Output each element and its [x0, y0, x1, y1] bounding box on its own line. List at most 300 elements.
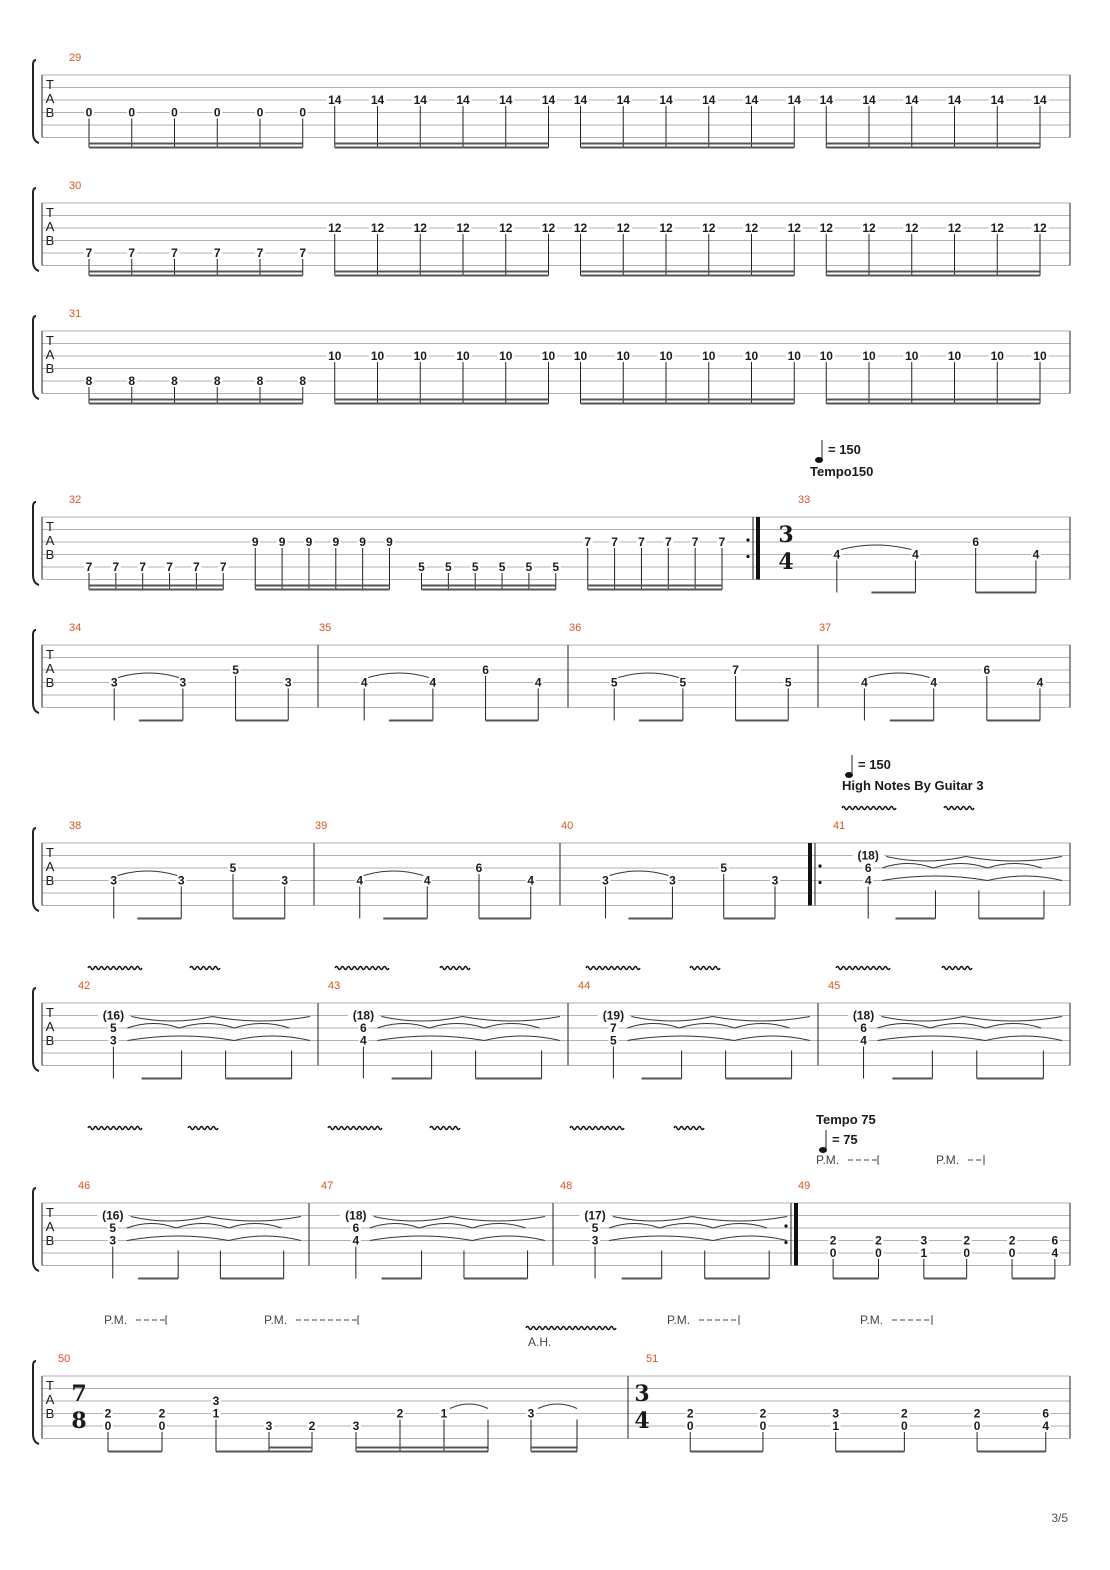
beam — [356, 1451, 488, 1453]
vibrato-mark — [674, 1127, 704, 1130]
fret-number: 7 — [638, 535, 645, 549]
beam — [892, 1078, 932, 1080]
fret-number: 9 — [359, 535, 366, 549]
fret-number: 3 — [212, 1394, 220, 1408]
fret-number: 2 — [308, 1419, 316, 1433]
fret-number: 10 — [990, 349, 1004, 363]
system-bracket — [33, 630, 39, 713]
fret-number: 7 — [691, 535, 699, 549]
fret-number: 4 — [534, 675, 542, 690]
fret-number: 3 — [832, 1406, 840, 1421]
tie — [609, 1236, 713, 1241]
fret-number: 1 — [920, 1246, 928, 1260]
fret-number: 10 — [702, 349, 716, 363]
tab-clef-letter: T — [46, 1205, 54, 1220]
tie — [713, 1224, 767, 1229]
tab-clef-letter: A — [45, 859, 55, 874]
fret-number: 0 — [901, 1419, 908, 1433]
beam — [531, 1451, 577, 1453]
fret-number: 14 — [787, 93, 801, 107]
tab-clef-letter: T — [46, 845, 54, 860]
tie — [886, 857, 966, 862]
palm-mute: P.M. — [104, 1313, 128, 1327]
fret-number: 3 — [177, 873, 185, 888]
fret-number: 4 — [912, 547, 919, 562]
vibrato-mark — [944, 807, 974, 810]
fret-number: 3 — [179, 675, 187, 690]
beam — [142, 1078, 182, 1080]
repeat-dot — [784, 1224, 787, 1227]
fret-number: 0 — [829, 1246, 837, 1260]
vibrato-mark — [430, 1127, 460, 1130]
beam — [979, 918, 1044, 920]
repeat-dot — [818, 864, 821, 867]
beam — [479, 918, 531, 920]
fret-number: 8 — [299, 374, 307, 388]
fret-number: 8 — [128, 374, 136, 388]
beam — [269, 1447, 312, 1449]
measure-number: 47 — [321, 1180, 334, 1192]
beam — [220, 1278, 283, 1280]
tie — [868, 673, 929, 678]
fret-number: 14 — [659, 93, 673, 107]
fret-number: 5 — [471, 560, 479, 574]
fret-number: 14 — [541, 93, 556, 107]
fret-number: 0 — [875, 1246, 882, 1260]
harmonic-fret: (18) — [352, 1008, 375, 1023]
fret-number: 6 — [360, 1021, 367, 1035]
vibrato-mark — [335, 967, 389, 970]
beam — [138, 1278, 178, 1280]
fret-number: 12 — [370, 221, 385, 235]
beam — [622, 1278, 662, 1280]
tab-clef-letter: A — [45, 219, 55, 234]
fret-number: 9 — [305, 535, 313, 549]
fret-number: 6 — [352, 1221, 360, 1235]
fret-number: 4 — [1051, 1246, 1059, 1260]
fret-number: 4 — [861, 675, 868, 690]
tie — [374, 1217, 451, 1222]
beam — [255, 589, 389, 591]
fret-number: 7 — [611, 535, 618, 549]
harmonic-fret: (17) — [584, 1208, 606, 1223]
fret-number: 10 — [659, 349, 673, 363]
fret-number: 14 — [328, 93, 342, 107]
beam — [1012, 1278, 1055, 1280]
tie — [627, 1024, 679, 1029]
harmonic-fret: (16) — [102, 1008, 125, 1023]
fret-number: 14 — [413, 93, 427, 107]
fret-number: 5 — [109, 1221, 117, 1235]
system-bracket — [33, 1361, 39, 1444]
measure-number: 44 — [578, 980, 591, 992]
tie — [841, 545, 912, 550]
fret-number: 0 — [104, 1419, 112, 1433]
fret-number: 14 — [905, 93, 919, 107]
time-signature-top: 3 — [634, 1381, 650, 1407]
vibrato-mark — [88, 967, 142, 970]
fret-number: 0 — [759, 1419, 767, 1433]
fret-number: 7 — [112, 560, 120, 574]
fret-number: 2 — [686, 1406, 694, 1421]
tempo-label: Tempo 75 — [816, 1112, 876, 1127]
harmonic-fret: (18) — [852, 1008, 875, 1023]
tempo-marking: = 75 — [832, 1132, 858, 1147]
beam — [581, 143, 795, 145]
tie — [234, 1024, 289, 1029]
tie — [131, 1217, 208, 1222]
system-bracket — [33, 828, 39, 911]
tie — [370, 1224, 420, 1229]
measure-number: 39 — [315, 820, 328, 832]
beam — [464, 1278, 528, 1280]
tie — [176, 1224, 229, 1229]
tie — [212, 1017, 310, 1022]
fret-number: 10 — [819, 349, 833, 363]
system-bracket — [33, 316, 39, 399]
beam — [382, 1278, 422, 1280]
beam — [108, 1451, 162, 1453]
tie — [229, 1224, 282, 1229]
fret-number: 14 — [370, 93, 385, 107]
fret-number: 7 — [139, 560, 147, 574]
tie — [986, 1036, 1062, 1041]
fret-number: 3 — [110, 675, 118, 690]
fret-number: 5 — [552, 560, 560, 574]
fret-number: 7 — [256, 246, 264, 260]
beam — [826, 271, 1040, 273]
vibrato-mark — [440, 967, 470, 970]
fret-number: 3 — [920, 1233, 928, 1248]
fret-number: 4 — [360, 675, 368, 690]
measure-number: 35 — [319, 622, 332, 634]
fret-number: 10 — [616, 349, 630, 363]
harmonic-fret: (18) — [857, 848, 879, 863]
fret-number: 14 — [990, 93, 1004, 107]
tie — [429, 1024, 484, 1029]
beam — [389, 720, 433, 722]
beam — [335, 399, 549, 401]
fret-number: 10 — [947, 349, 962, 363]
fret-number: 9 — [278, 535, 286, 549]
beam — [137, 918, 181, 920]
beam — [977, 1078, 1044, 1080]
fret-number: 3 — [265, 1419, 273, 1433]
tie — [377, 1024, 429, 1029]
fret-number: 2 — [875, 1233, 882, 1248]
vibrato-mark — [190, 967, 220, 970]
tie — [472, 1224, 525, 1229]
fret-number: 5 — [720, 861, 728, 875]
tie — [118, 871, 178, 876]
vibrato-mark — [570, 1127, 624, 1130]
tie — [419, 1224, 472, 1229]
fret-number: 5 — [610, 675, 618, 690]
fret-number: 9 — [251, 535, 259, 549]
tie — [609, 1224, 660, 1229]
tab-clef-letter: B — [45, 1406, 55, 1421]
fret-number: 5 — [498, 560, 506, 574]
time-signature-top: 7 — [71, 1381, 87, 1407]
vibrato-mark — [842, 807, 896, 810]
beam — [826, 147, 1040, 149]
fret-number: 10 — [1033, 349, 1047, 363]
system-bracket — [33, 988, 39, 1071]
fret-number: 8 — [171, 374, 178, 388]
vibrato-mark — [188, 1127, 218, 1130]
tie — [692, 1217, 787, 1222]
vibrato-mark — [690, 967, 720, 970]
beam — [356, 1447, 488, 1449]
fret-number: 0 — [1008, 1246, 1016, 1260]
tie — [878, 1024, 931, 1029]
fret-number: 8 — [85, 374, 93, 388]
tab-clef-letter: A — [45, 661, 55, 676]
tie — [988, 876, 1062, 881]
tie — [208, 1217, 301, 1222]
fret-number: 9 — [332, 535, 340, 549]
fret-number: 3 — [110, 873, 118, 888]
beam — [705, 1278, 770, 1280]
fret-number: 7 — [718, 535, 726, 549]
beam — [422, 589, 556, 591]
fret-number: 4 — [352, 1233, 360, 1248]
tab-clef-letter: T — [46, 1005, 54, 1020]
fret-number: 7 — [166, 560, 173, 574]
fret-number: 2 — [829, 1233, 837, 1248]
system-bracket — [33, 60, 39, 143]
tie — [179, 1024, 234, 1029]
tab-clef-letter: T — [46, 333, 54, 348]
tie — [988, 864, 1042, 869]
time-signature-bottom: 4 — [634, 1408, 650, 1434]
measure-number: 41 — [833, 820, 846, 832]
fret-number: 10 — [744, 349, 759, 363]
fret-number: 5 — [110, 1021, 117, 1035]
measure-number: 49 — [798, 1180, 811, 1192]
time-signature-bottom: 4 — [778, 549, 794, 575]
vibrato-mark — [526, 1327, 616, 1330]
vibrato-mark — [942, 967, 972, 970]
measure-number: 31 — [69, 308, 82, 320]
fret-number: 7 — [610, 1021, 617, 1035]
fret-number: 3 — [771, 873, 779, 888]
fret-number: 2 — [396, 1406, 404, 1421]
beam — [335, 143, 549, 145]
beam — [531, 1447, 577, 1449]
fret-number: 12 — [819, 221, 833, 235]
tab-clef-letter: A — [45, 347, 55, 362]
fret-number: 7 — [732, 663, 739, 677]
tab-clef-letter: B — [45, 1233, 55, 1248]
tie — [882, 864, 933, 869]
tie — [618, 673, 679, 678]
beam — [89, 589, 223, 591]
repeat-dot — [746, 555, 749, 558]
fret-number: 12 — [862, 221, 876, 235]
measure-number: 42 — [78, 980, 91, 992]
tie — [734, 1024, 789, 1029]
tie — [377, 1036, 484, 1041]
system-bracket — [33, 188, 39, 271]
beam — [826, 403, 1040, 405]
fret-number: 6 — [475, 861, 483, 875]
palm-mute: P.M. — [816, 1153, 840, 1167]
beam — [581, 399, 795, 401]
fret-number: 4 — [360, 1033, 367, 1048]
measure-number: 34 — [69, 622, 82, 634]
tie — [127, 1236, 229, 1241]
fret-number: 0 — [963, 1246, 971, 1260]
tab-clef-letter: B — [45, 105, 55, 120]
beam — [89, 399, 303, 401]
fret-number: 12 — [1033, 221, 1047, 235]
time-signature-top: 3 — [778, 522, 794, 548]
tab-clef-letter: A — [45, 91, 55, 106]
beam — [826, 143, 1040, 145]
tab-clef-letter: A — [45, 533, 55, 548]
beam — [581, 271, 795, 273]
tie — [613, 1217, 692, 1222]
beam — [236, 720, 289, 722]
fret-number: 7 — [193, 560, 200, 574]
beam — [581, 403, 795, 405]
measure-number: 46 — [78, 1180, 91, 1192]
fret-number: 0 — [213, 105, 221, 120]
tie — [484, 1024, 539, 1029]
beam — [216, 1451, 312, 1453]
fret-number: 7 — [664, 535, 672, 549]
fret-number: 6 — [972, 535, 980, 549]
fret-number: 12 — [456, 221, 470, 235]
beam — [890, 720, 934, 722]
beam — [977, 1451, 1046, 1453]
beam — [335, 403, 549, 405]
beam — [588, 585, 722, 587]
fret-number: 10 — [413, 349, 427, 363]
fret-number: 3 — [591, 1233, 599, 1248]
tie — [734, 1036, 810, 1041]
beam — [89, 275, 303, 277]
fret-number: 4 — [1032, 547, 1040, 562]
fret-number: 4 — [423, 873, 431, 888]
tie — [451, 1217, 545, 1222]
beam — [486, 720, 539, 722]
tie — [118, 673, 179, 678]
fret-number: 2 — [104, 1406, 112, 1421]
system-bracket — [33, 502, 39, 585]
fret-number: 5 — [232, 663, 239, 677]
vibrato-mark — [328, 1127, 382, 1130]
fret-number: 14 — [947, 93, 962, 107]
fret-number: 8 — [256, 374, 264, 388]
fret-number: 8 — [213, 374, 221, 388]
fret-number: 3 — [109, 1233, 117, 1248]
tie — [234, 1036, 310, 1041]
tie — [627, 1036, 734, 1041]
fret-number: 2 — [973, 1406, 981, 1421]
fret-number: 7 — [213, 246, 221, 260]
fret-number: 7 — [219, 560, 227, 574]
tab-clef-letter: A — [45, 1219, 55, 1234]
tempo-marking: = 150 — [828, 442, 861, 457]
fret-number: 10 — [499, 349, 513, 363]
measure-number: 40 — [561, 820, 574, 832]
beam — [726, 1078, 792, 1080]
measure-number: 32 — [69, 494, 82, 506]
fret-number: 4 — [1036, 675, 1044, 690]
tie — [131, 1017, 212, 1022]
fret-number: 4 — [527, 873, 535, 888]
fret-number: 10 — [541, 349, 556, 363]
fret-number: 6 — [482, 663, 489, 677]
tie — [610, 871, 669, 876]
fret-number: 14 — [819, 93, 833, 107]
beam — [736, 720, 789, 722]
fret-number: 2 — [158, 1406, 166, 1421]
tie — [882, 876, 987, 881]
measure-number: 50 — [58, 1353, 71, 1365]
fret-number: 14 — [862, 93, 876, 107]
beam — [139, 720, 183, 722]
tie — [933, 864, 987, 869]
fret-number: 0 — [85, 105, 93, 120]
beam — [581, 275, 795, 277]
beam — [226, 1078, 292, 1080]
beam — [581, 147, 795, 149]
tie — [229, 1236, 301, 1241]
fret-number: 3 — [110, 1033, 117, 1048]
fret-number: 0 — [686, 1419, 694, 1433]
fret-number: 4 — [1042, 1419, 1050, 1433]
tab-clef-letter: B — [45, 1033, 55, 1048]
fret-number: 12 — [787, 221, 801, 235]
beam — [924, 1278, 967, 1280]
tab-clef-letter: T — [46, 1378, 54, 1393]
fret-number: 10 — [787, 349, 801, 363]
fret-number: 12 — [499, 221, 513, 235]
fret-number: 6 — [864, 861, 872, 875]
beam — [628, 918, 672, 920]
fret-number: 14 — [702, 93, 716, 107]
fret-number: 12 — [744, 221, 759, 235]
palm-mute: P.M. — [264, 1313, 288, 1327]
tab-clef-letter: B — [45, 675, 55, 690]
fret-number: 2 — [901, 1406, 908, 1421]
tab-clef-letter: B — [45, 873, 55, 888]
repeat-thick-bar — [794, 1203, 798, 1266]
fret-number: 12 — [413, 221, 427, 235]
fret-number: 1 — [440, 1406, 448, 1421]
artificial-harmonic-label: A.H. — [528, 1335, 552, 1349]
tie — [364, 871, 424, 876]
fret-number: 7 — [85, 560, 93, 574]
fret-number: 6 — [1051, 1233, 1059, 1248]
beam — [422, 585, 556, 587]
fret-number: 14 — [1033, 93, 1047, 107]
tie — [462, 1017, 560, 1022]
fret-number: 7 — [171, 246, 178, 260]
section-label: High Notes By Guitar 3 — [842, 778, 984, 793]
palm-mute: P.M. — [667, 1313, 691, 1327]
fret-number: 12 — [328, 221, 342, 235]
fret-number: 5 — [525, 560, 533, 574]
time-signature-bottom: 8 — [71, 1408, 87, 1434]
fret-number: 12 — [905, 221, 919, 235]
fret-number: 4 — [356, 873, 364, 888]
beam — [987, 720, 1040, 722]
tab-clef-letter: A — [45, 1392, 55, 1407]
